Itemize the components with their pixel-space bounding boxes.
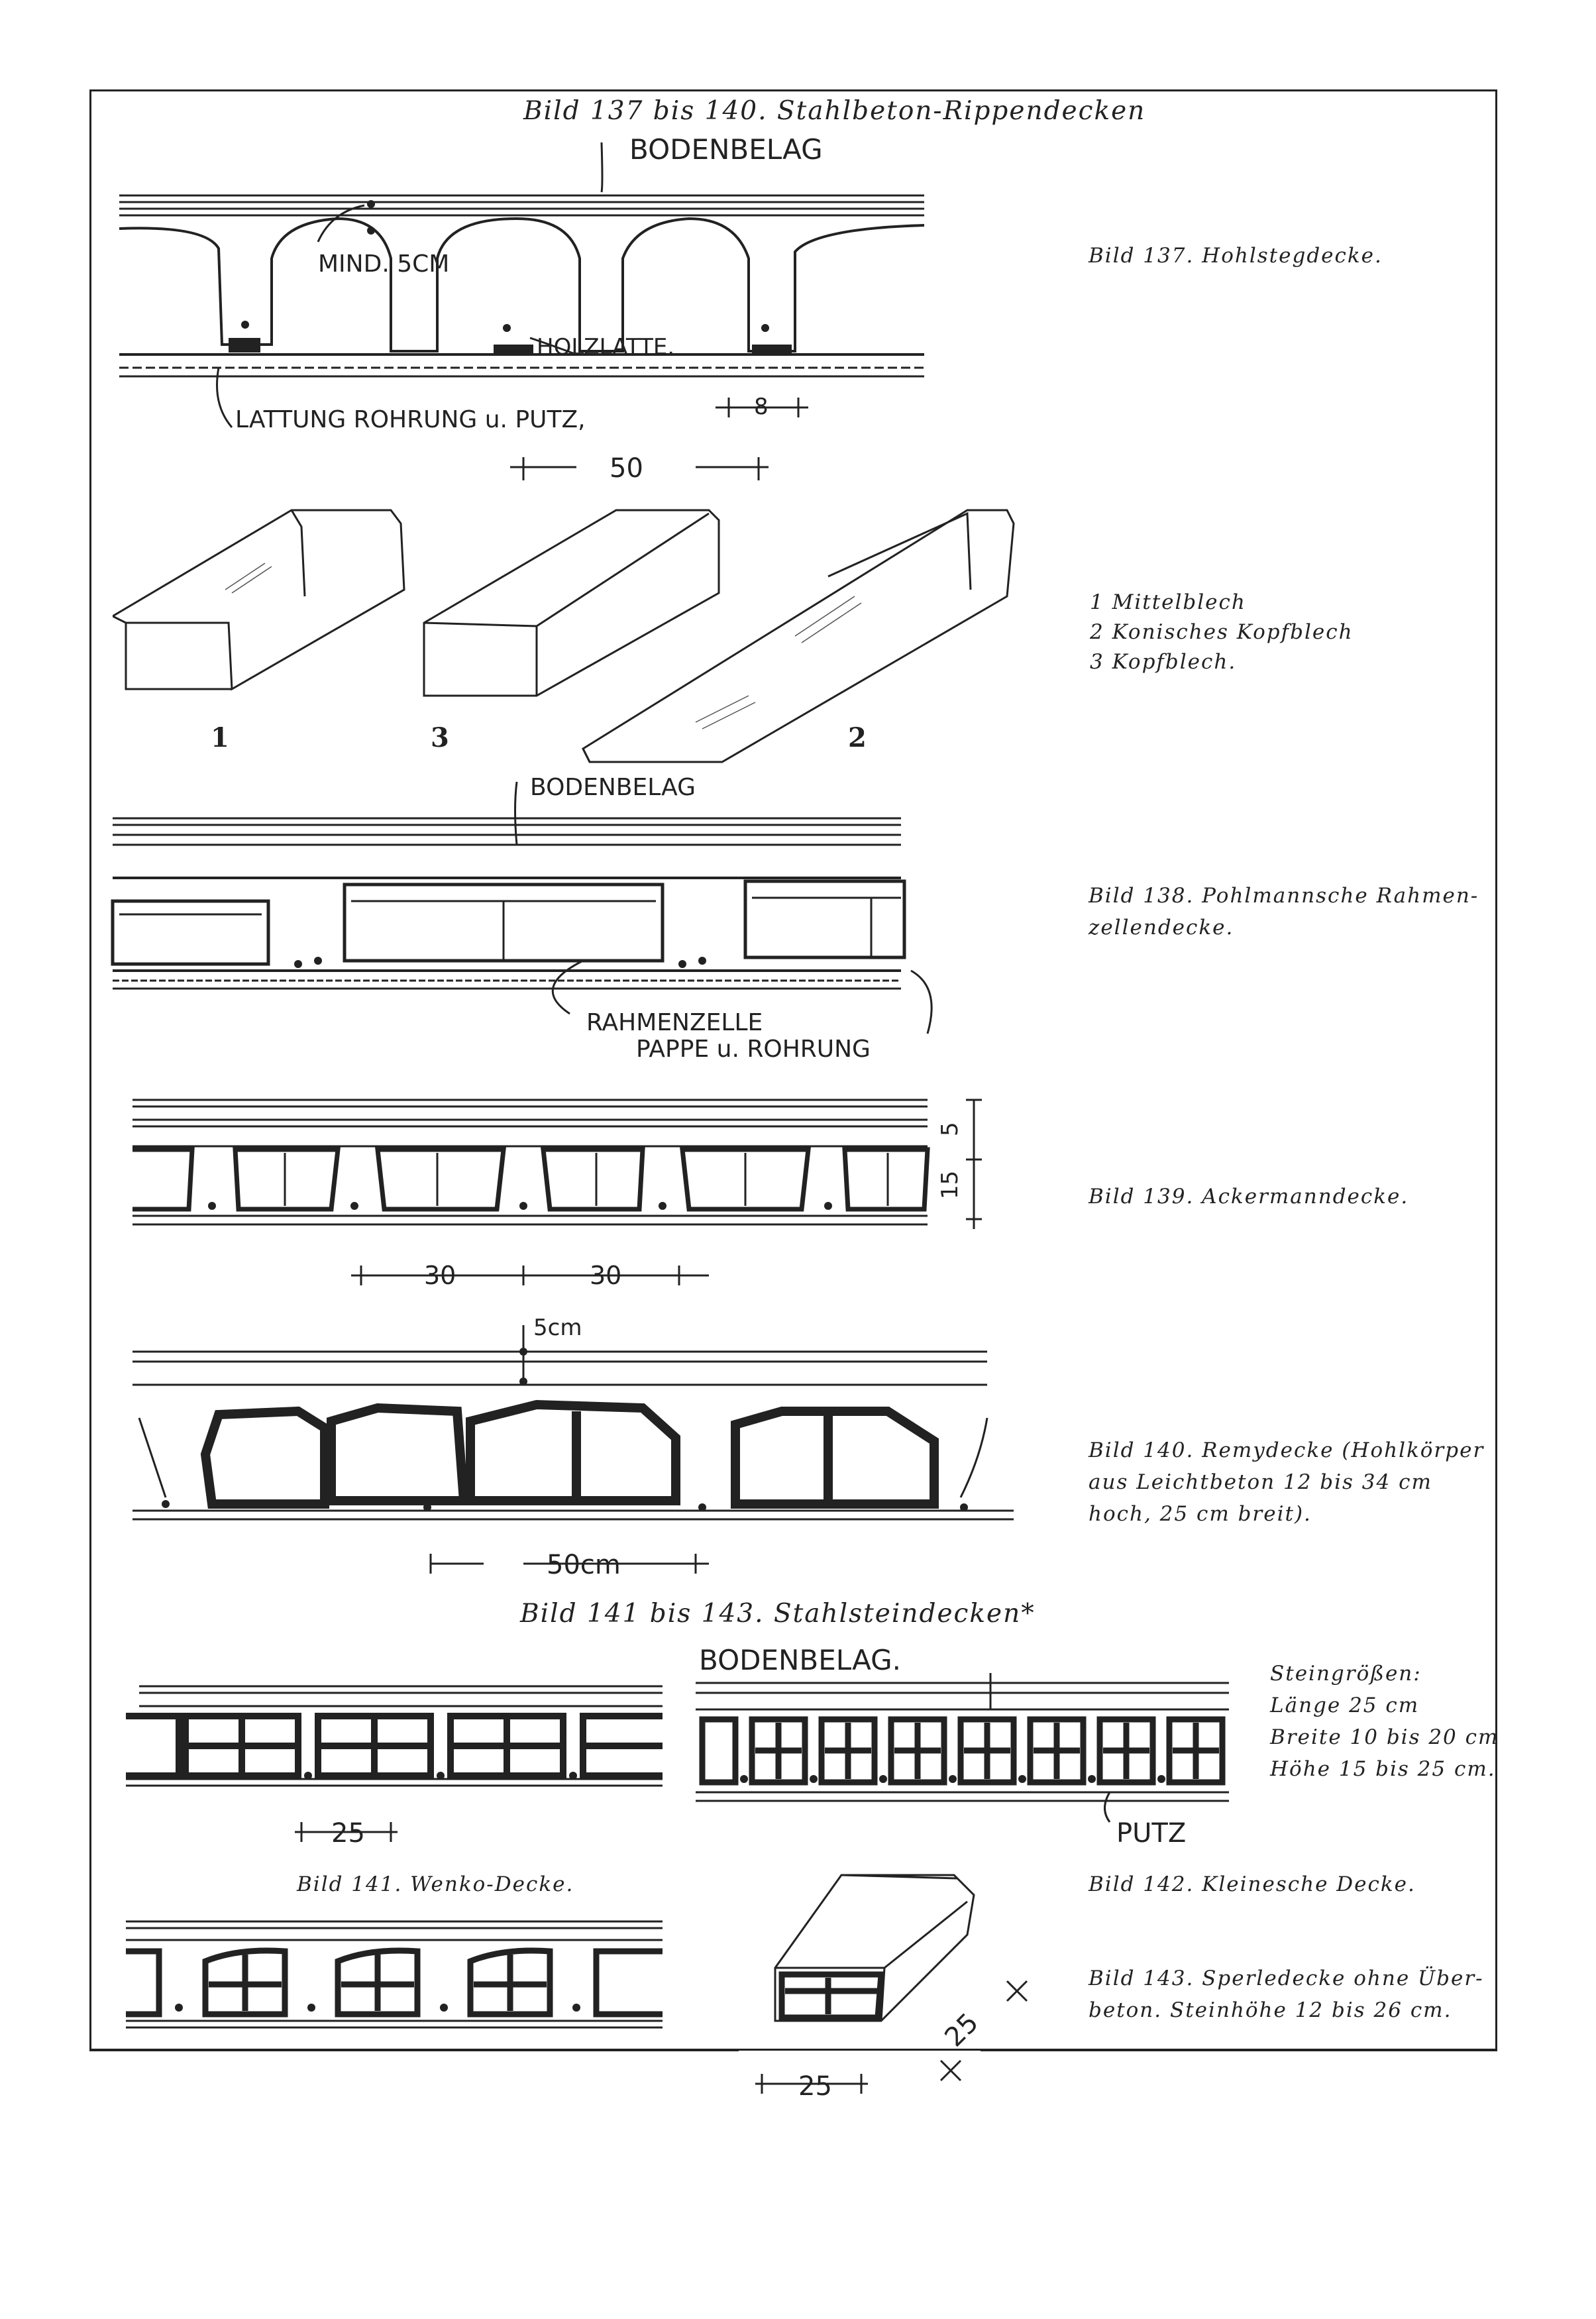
bild142-bodenbelag-label: BODENBELAG. <box>699 1644 902 1676</box>
bild143-h-label: 25 <box>939 2007 984 2053</box>
bild138-rahmenzelle-label: RAHMENZELLE <box>586 1009 763 1036</box>
form-number-1: 1 <box>211 722 229 753</box>
bild140-drawing <box>126 1312 1027 1590</box>
bild140-span-label: 50cm <box>547 1550 621 1580</box>
bild142-drawing <box>686 1643 1242 1855</box>
section-heading-2: Bild 141 bis 143. Stahlsteindecken* <box>520 1599 1036 1629</box>
bild138-caption: Bild 138. Pohlmannsche Rahmen- zellendecke. <box>1089 884 1479 940</box>
bild137-lattung-label: LATTUNG ROHRUNG u. PUTZ, <box>235 406 586 433</box>
formwork-drawing <box>113 497 1040 775</box>
bild139-drawing <box>126 1087 1040 1312</box>
bild137-bodenbelag-label: BODENBELAG <box>629 133 823 166</box>
section-heading-1: Bild 137 bis 140. Stahlbeton-Rippendecken <box>523 96 1146 126</box>
form-number-3: 3 <box>431 722 449 753</box>
bild143-block-drawing <box>729 1849 1047 2114</box>
bottom-rule-right <box>981 2049 1497 2051</box>
bild139-w2-label: 30 <box>590 1261 622 1290</box>
bild137-rib-label: 8 <box>754 394 769 420</box>
forms-legend-3: 3 Kopfblech. <box>1090 650 1237 674</box>
bild143-sperle-drawing <box>119 1908 682 2041</box>
forms-legend-2: 2 Konisches Kopfblech <box>1090 620 1354 644</box>
bild138-drawing <box>106 769 941 1073</box>
bild139-caption: Bild 139. Ackermanndecke. <box>1089 1185 1409 1209</box>
bild139-h2-label: 5 <box>937 1122 963 1136</box>
bild138-pappe-label: PAPPE u. ROHRUNG <box>636 1036 871 1063</box>
bild139-w1-label: 30 <box>424 1261 456 1290</box>
bild137-drawing <box>113 126 928 497</box>
bild141-drawing <box>119 1670 682 1855</box>
bottom-rule-left <box>89 2049 739 2051</box>
bild142-steingroessen: Steingrößen: Länge 25 cm Breite 10 bis 20 cm Höhe 15 bis 25 cm. <box>1270 1662 1499 1781</box>
bild143-caption: Bild 143. Sperledecke ohne Über- beton. Steinhöhe 12 bis 26 cm. <box>1089 1967 1484 2022</box>
bild137-span-label: 50 <box>610 453 643 484</box>
bild140-caption: Bild 140. Remydecke (Hohlkörper aus Leichtbeton 12 bis 34 cm hoch, 25 cm breit). <box>1089 1438 1485 1526</box>
bild141-caption: Bild 141. Wenko-Decke. <box>297 1872 574 1896</box>
bild137-holzlatte-label: HOLZLATTE. <box>537 334 675 360</box>
form-number-2: 2 <box>848 722 867 753</box>
bild142-caption: Bild 142. Kleinesche Decke. <box>1089 1872 1416 1896</box>
bild143-w-label: 25 <box>798 2071 832 2102</box>
bild139-h1-label: 15 <box>937 1170 963 1199</box>
bild142-putz-label: PUTZ <box>1116 1818 1187 1849</box>
bild141-span-label: 25 <box>331 1818 365 1849</box>
bild137-caption: Bild 137. Hohlstegdecke. <box>1089 244 1383 268</box>
bild138-bodenbelag-label: BODENBELAG <box>530 774 696 801</box>
forms-legend-1: 1 Mittelblech <box>1090 590 1246 614</box>
bild140-top-label: 5cm <box>533 1315 582 1341</box>
bild137-mind-label: MIND. 5CM <box>318 250 450 278</box>
